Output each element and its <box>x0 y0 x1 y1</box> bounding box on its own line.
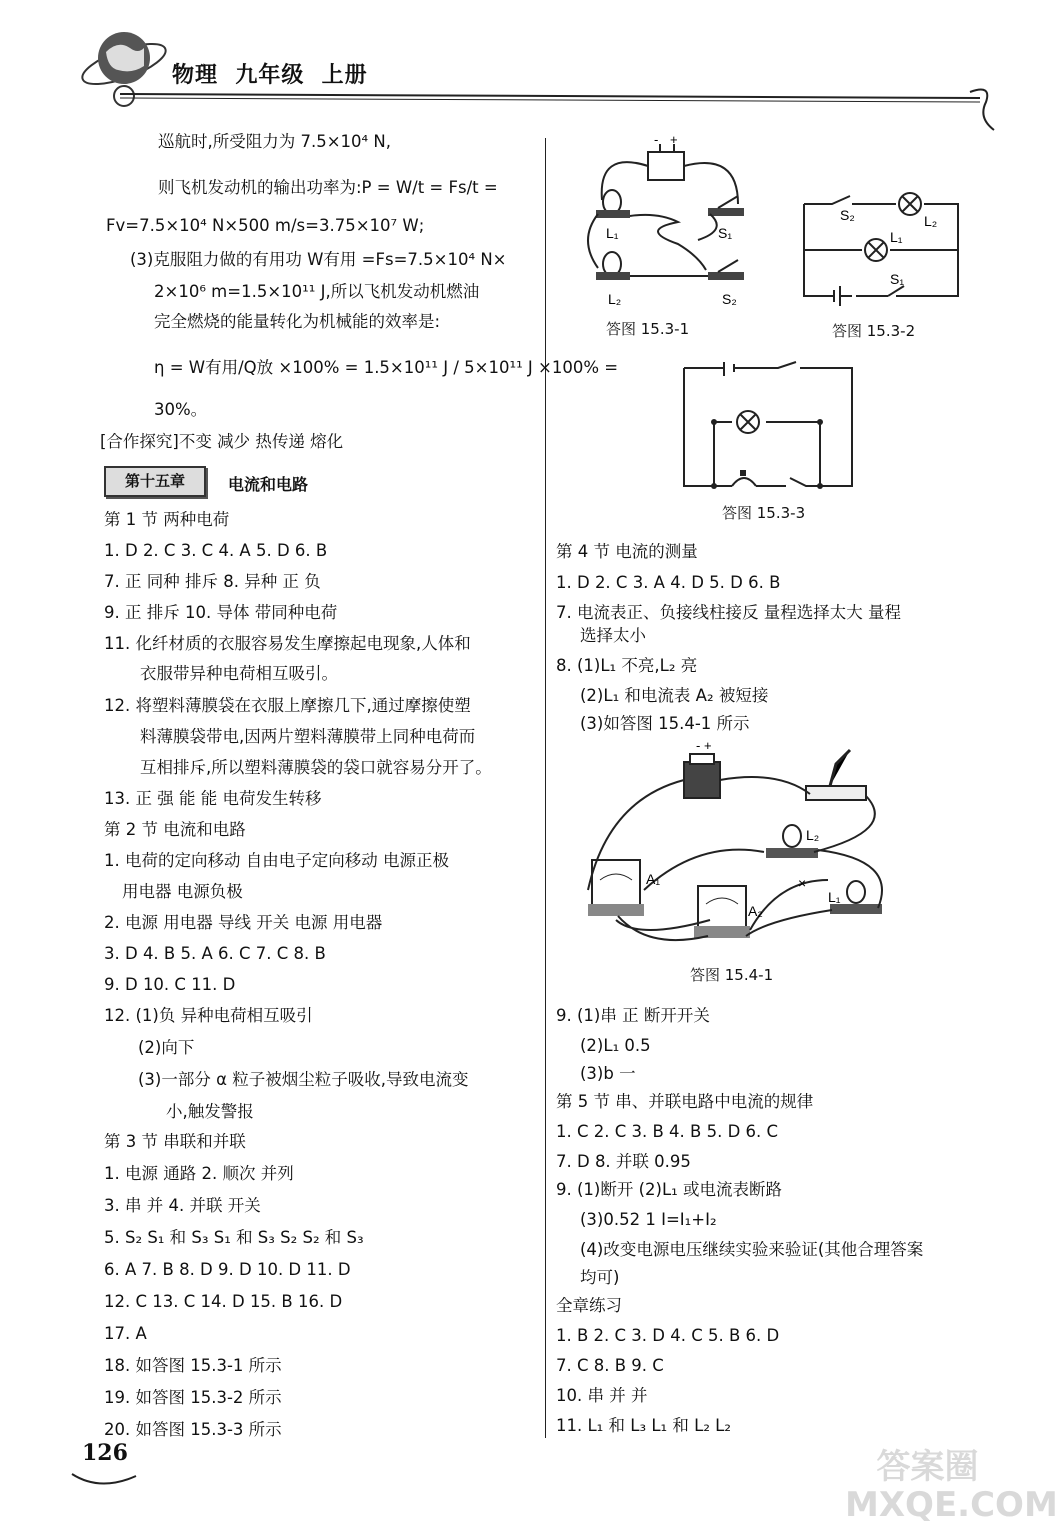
text-line: 小,触发警报 <box>166 1102 254 1121</box>
text-line: 则飞机发动机的输出功率为:P = W/t = Fs/t = <box>158 178 498 197</box>
text-line: (3)克服阻力做的有用功 W有用 =Fs=7.5×10⁴ N× <box>130 250 507 269</box>
text-line: 料薄膜袋带电,因两片塑料薄膜带上同种电荷而 <box>140 727 476 746</box>
text-line: 5. S₂ S₁ 和 S₃ S₁ 和 S₃ S₂ S₂ 和 S₃ <box>104 1228 364 1247</box>
text-line: 互相排斥,所以塑料薄膜袋的袋口就容易分开了。 <box>140 758 492 777</box>
text-line: 11. L₁ 和 L₃ L₁ 和 L₂ L₂ <box>556 1416 731 1435</box>
page-number: 126 <box>82 1440 128 1466</box>
text-line: (2)L₁ 0.5 <box>580 1036 651 1055</box>
section-title: 第 2 节 电流和电路 <box>104 820 246 839</box>
text-line: η = W有用/Q放 ×100% = 1.5×10¹¹ J / 5×10¹¹ J ×100% = <box>154 358 619 377</box>
text-line: 11. 化纤材质的衣服容易发生摩擦起电现象,人体和 <box>104 634 471 653</box>
section-title: 第 3 节 串联和并联 <box>104 1132 246 1151</box>
label-l2: L₂ <box>806 827 820 843</box>
label-minus: - <box>654 132 659 147</box>
circuit-apparatus-15-4-1 <box>578 740 898 955</box>
text-line: Fv=7.5×10⁴ N×500 m/s=3.75×10⁷ W; <box>106 216 425 235</box>
section-title: 第 4 节 电流的测量 <box>556 542 698 561</box>
text-line: 7. D 8. 并联 0.95 <box>556 1152 691 1171</box>
label-battery-terminals: - + <box>696 738 712 753</box>
text-line: 用电器 电源负极 <box>122 882 243 901</box>
text-line: 衣服带异种电荷相互吸引。 <box>140 664 338 683</box>
text-line: 1. B 2. C 3. D 4. C 5. B 6. D <box>556 1326 780 1345</box>
section-title: 第 1 节 两种电荷 <box>104 510 230 529</box>
label-s1: S₁ <box>890 271 905 287</box>
circuit-diagram-15-3-2 <box>800 190 970 310</box>
text-line: 3. 串 并 4. 并联 开关 <box>104 1196 261 1215</box>
text-line: 巡航时,所受阻力为 7.5×10⁴ N, <box>158 132 391 151</box>
text-line: 7. 正 同种 排斥 8. 异种 正 负 <box>104 572 321 591</box>
text-line: (3)如答图 15.4-1 所示 <box>580 714 750 733</box>
label-l1: L₁ <box>606 225 619 241</box>
text-line: 2. 电源 用电器 导线 开关 电源 用电器 <box>104 913 383 932</box>
text-line: 2×10⁶ m=1.5×10¹¹ J,所以飞机发动机燃油 <box>154 282 480 301</box>
text-line: 7. 电流表正、负接线柱接反 量程选择太大 量程 <box>556 603 901 622</box>
circuit-diagram-15-3-3 <box>680 362 860 492</box>
text-line: 20. 如答图 15.3-3 所示 <box>104 1420 282 1439</box>
text-line: 18. 如答图 15.3-1 所示 <box>104 1356 282 1375</box>
text-line: 6. A 7. B 8. D 9. D 10. D 11. D <box>104 1260 351 1279</box>
text-line: (4)改变电源电压继续实验来验证(其他合理答案 <box>580 1240 924 1259</box>
label-s2: S₂ <box>722 291 737 307</box>
text-line: 1. D 2. C 3. A 4. D 5. D 6. B <box>556 573 781 592</box>
text-line: 8. (1)L₁ 不亮,L₂ 亮 <box>556 656 698 675</box>
text-line: 12. C 13. C 14. D 15. B 16. D <box>104 1292 343 1311</box>
text-line: 7. C 8. B 9. C <box>556 1356 664 1375</box>
text-line: 19. 如答图 15.3-2 所示 <box>104 1388 282 1407</box>
label-l1: L₁ <box>828 889 841 905</box>
text-line: (2)向下 <box>138 1038 195 1057</box>
text-line: 1. D 2. C 3. C 4. A 5. D 6. B <box>104 541 328 560</box>
text-line: 30%。 <box>154 400 208 419</box>
figure-caption: 答图 15.3-3 <box>722 504 806 522</box>
text-line: (3)一部分 α 粒子被烟尘粒子吸收,导致电流变 <box>138 1070 469 1089</box>
text-line: 完全燃烧的能量转化为机械能的效率是: <box>154 312 441 331</box>
text-line: (3)b 一 <box>580 1064 636 1083</box>
text-line: 9. (1)断开 (2)L₁ 或电流表断路 <box>556 1180 783 1199</box>
text-line: 3. D 4. B 5. A 6. C 7. C 8. B <box>104 944 326 963</box>
label-s2: S₂ <box>840 207 855 223</box>
text-line: 1. 电荷的定向移动 自由电子定向移动 电源正极 <box>104 851 449 870</box>
section-title: 全章练习 <box>556 1296 622 1315</box>
label-a2: A₂ <box>748 903 763 919</box>
label-cross: × <box>798 875 807 891</box>
text-line: 12. (1)负 异种电荷相互吸引 <box>104 1006 313 1025</box>
label-l2: L₂ <box>608 291 622 307</box>
figure-caption: 答图 15.3-2 <box>832 322 916 340</box>
header-title: 物理 九年级 上册 <box>172 63 368 88</box>
section-title: 第 5 节 串、并联电路中电流的规律 <box>556 1092 814 1111</box>
figure-caption: 答图 15.3-1 <box>606 320 690 338</box>
label-a1: A₁ <box>646 871 661 887</box>
text-line: 1. 电源 通路 2. 顺次 并列 <box>104 1164 294 1183</box>
column-separator <box>545 138 546 1438</box>
text-line: 13. 正 强 能 能 电荷发生转移 <box>104 789 322 808</box>
text-line: 17. A <box>104 1324 147 1343</box>
chapter-title: 电流和电路 <box>228 475 309 494</box>
label-l1: L₁ <box>890 229 903 245</box>
label-l2: L₂ <box>924 213 938 229</box>
text-line: 9. D 10. C 11. D <box>104 975 236 994</box>
text-line: 1. C 2. C 3. B 4. B 5. D 6. C <box>556 1122 779 1141</box>
text-line: [合作探究]不变 减少 热传递 熔化 <box>100 432 344 451</box>
watermark-logo: 答案圈 MXQE.COM <box>845 1447 1058 1525</box>
text-line: 均可) <box>580 1268 620 1287</box>
circuit-diagram-15-3-1 <box>578 132 758 325</box>
text-line: 10. 串 并 并 <box>556 1386 648 1405</box>
page-number-ornament <box>70 1470 140 1492</box>
text-line: (3)0.52 1 I=I₁+I₂ <box>580 1210 717 1229</box>
label-plus: + <box>670 132 678 147</box>
figure-caption: 答图 15.4-1 <box>690 966 774 984</box>
text-line: (2)L₁ 和电流表 A₂ 被短接 <box>580 686 769 705</box>
chapter-label: 第十五章 <box>104 466 206 497</box>
text-line: 12. 将塑料薄膜袋在衣服上摩擦几下,通过摩擦使塑 <box>104 696 471 715</box>
label-s1: S₁ <box>718 225 733 241</box>
text-line: 9. 正 排斥 10. 导体 带同种电荷 <box>104 603 338 622</box>
text-line: 选择太小 <box>580 626 646 645</box>
text-line: 9. (1)串 正 断开开关 <box>556 1006 710 1025</box>
